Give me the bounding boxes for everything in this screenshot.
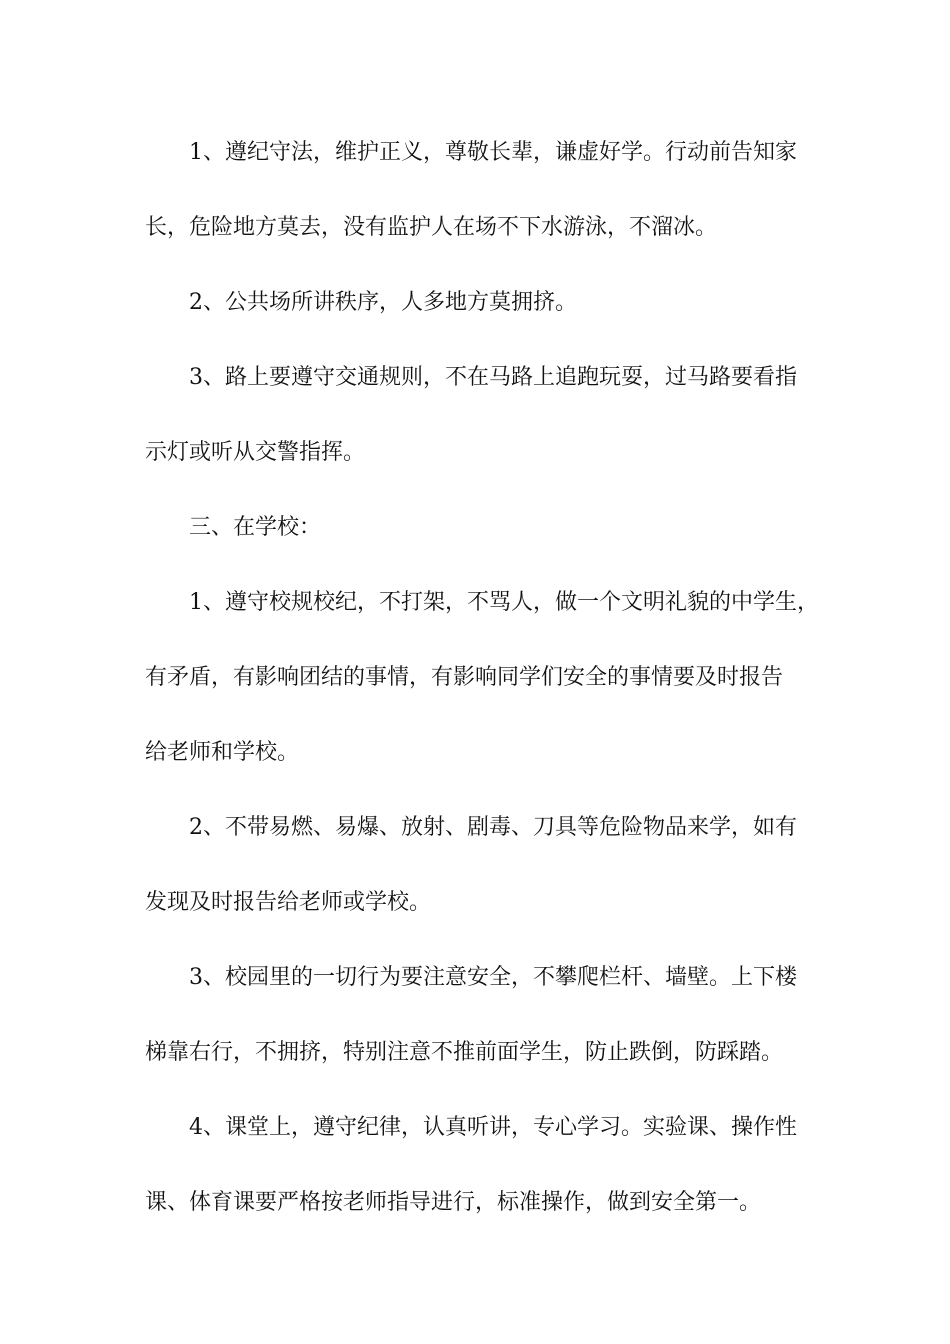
text-line: 长，危险地方莫去，没有监护人在场不下水游泳，不溜冰。 <box>145 215 718 240</box>
text-line: 1、遵守校规校纪，不打架，不骂人，做一个文明礼貌的中学生， <box>189 590 819 615</box>
text-line: 1、遵纪守法，维护正义，尊敬长辈，谦虚好学。行动前告知家 <box>189 140 797 165</box>
text-line: 发现及时报告给老师或学校。 <box>145 890 432 915</box>
text-line: 有矛盾，有影响团结的事情，有影响同学们安全的事情要及时报告 <box>145 665 784 690</box>
text-line: 2、公共场所讲秩序，人多地方莫拥挤。 <box>189 290 577 315</box>
text-line: 课、体育课要严格按老师指导进行，标准操作，做到安全第一。 <box>145 1190 762 1215</box>
text-line: 给老师和学校。 <box>145 740 300 765</box>
document-body <box>145 130 819 1255</box>
text-line: 梯靠右行，不拥挤，特别注意不推前面学生，防止跌倒，防踩踏。 <box>145 1040 784 1065</box>
section-heading: 三、在学校： <box>189 515 322 540</box>
text-line: 3、校园里的一切行为要注意安全，不攀爬栏杆、墙壁。上下楼 <box>189 965 797 990</box>
text-line: 4、课堂上，遵守纪律，认真听讲，专心学习。实验课、操作性 <box>189 1115 797 1140</box>
text-line: 2、不带易燃、易爆、放射、剧毒、刀具等危险物品来学，如有 <box>189 815 797 840</box>
text-line: 3、路上要遵守交通规则，不在马路上追跑玩耍，过马路要看指 <box>189 365 797 390</box>
text-line: 示灯或听从交警指挥。 <box>145 440 366 465</box>
